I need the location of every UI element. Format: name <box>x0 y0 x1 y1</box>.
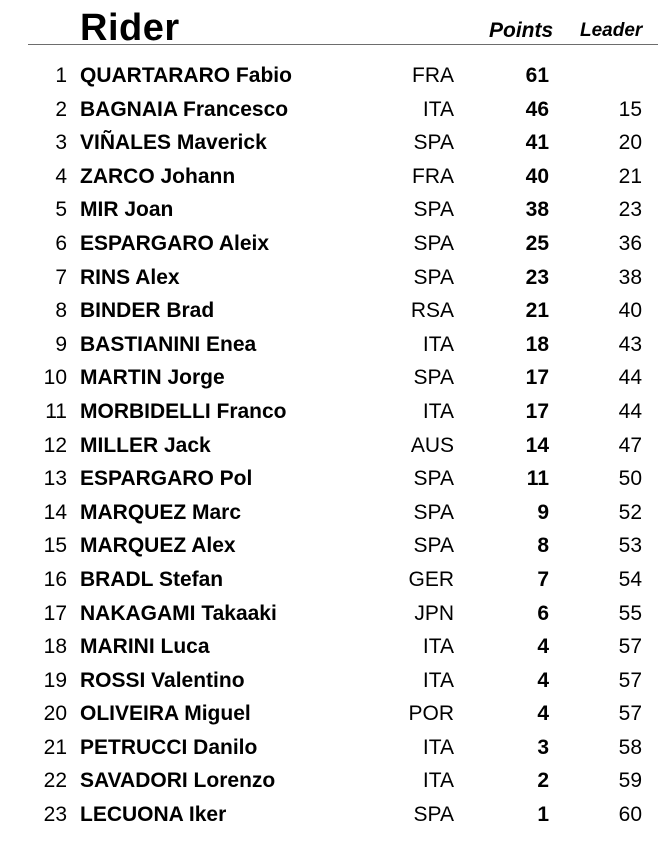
rider-name-cell: MARQUEZ Alex <box>80 534 236 558</box>
rider-name-cell: MILLER Jack <box>80 433 211 457</box>
position-cell: 11 <box>45 399 67 423</box>
leader-gap-cell: 60 <box>618 803 642 827</box>
leader-gap-cell: 54 <box>618 567 642 591</box>
position-cell: 8 <box>55 299 67 323</box>
position-cell: 3 <box>55 131 67 155</box>
leader-gap-cell: 57 <box>618 668 642 692</box>
position-cell: 19 <box>43 668 67 692</box>
position-cell: 4 <box>55 164 67 188</box>
standings-row <box>0 798 660 832</box>
standings-row <box>0 429 660 463</box>
position-cell: 6 <box>55 231 67 255</box>
standings-row <box>0 731 660 765</box>
nation-cell: ITA <box>422 735 454 759</box>
rider-name-cell: SAVADORI Lorenzo <box>80 769 276 793</box>
rider-name-cell: BAGNAIA Francesco <box>80 97 289 121</box>
nation-cell: SPA <box>413 366 454 390</box>
rider-name-cell: PETRUCCI Danilo <box>80 735 258 759</box>
position-cell: 7 <box>55 265 67 289</box>
standings-row <box>0 59 660 93</box>
points-cell: 11 <box>526 467 549 491</box>
nation-cell: SPA <box>413 467 454 491</box>
leader-gap-column-header: Leader <box>580 20 643 41</box>
points-cell: 4 <box>537 668 549 692</box>
standings-row <box>0 764 660 798</box>
leader-gap-cell: 47 <box>618 433 642 457</box>
position-cell: 16 <box>43 567 67 591</box>
points-cell: 17 <box>525 399 549 423</box>
points-cell: 23 <box>525 265 549 289</box>
rider-name-cell: OLIVEIRA Miguel <box>80 702 251 726</box>
rider-name-cell: VIÑALES Maverick <box>80 131 267 155</box>
rider-name-cell: ESPARGARO Aleix <box>80 231 270 255</box>
nation-cell: JPN <box>414 601 454 625</box>
standings-row <box>0 126 660 160</box>
points-cell: 9 <box>537 500 549 524</box>
position-cell: 23 <box>43 803 67 827</box>
standings-table <box>0 59 660 832</box>
points-cell: 21 <box>525 299 549 323</box>
nation-cell: SPA <box>413 231 454 255</box>
rider-name-cell: MORBIDELLI Franco <box>80 399 287 423</box>
points-cell: 61 <box>525 64 549 87</box>
points-cell: 1 <box>537 803 549 827</box>
standings-row <box>0 563 660 597</box>
position-cell: 22 <box>43 769 67 793</box>
nation-cell: SPA <box>413 534 454 558</box>
position-cell: 20 <box>43 702 67 726</box>
standings-row <box>0 597 660 631</box>
rider-name-cell: MARQUEZ Marc <box>80 500 242 524</box>
standings-row <box>0 395 660 429</box>
points-cell: 17 <box>525 366 549 390</box>
points-cell: 4 <box>537 702 549 726</box>
nation-cell: SPA <box>413 131 454 155</box>
standings-row <box>0 193 660 227</box>
position-cell: 14 <box>43 500 67 524</box>
nation-cell: ITA <box>422 635 454 659</box>
leader-gap-cell: 44 <box>618 399 642 423</box>
rider-name-cell: ESPARGARO Pol <box>80 467 253 491</box>
position-cell: 17 <box>43 601 67 625</box>
points-cell: 41 <box>525 131 549 155</box>
nation-cell: POR <box>408 702 454 726</box>
nation-cell: AUS <box>410 433 454 457</box>
leader-gap-cell: 43 <box>618 332 642 356</box>
nation-cell: GER <box>408 567 454 591</box>
standings-row <box>0 328 660 362</box>
points-cell: 4 <box>537 635 549 659</box>
leader-gap-cell: 59 <box>618 769 642 793</box>
nation-cell: SPA <box>413 803 454 827</box>
position-cell: 15 <box>43 534 67 558</box>
rider-name-cell: RINS Alex <box>80 265 180 289</box>
leader-gap-cell: 40 <box>618 299 642 323</box>
position-cell: 21 <box>43 735 67 759</box>
leader-gap-cell: 21 <box>618 164 642 188</box>
standings-row <box>0 294 660 328</box>
rider-name-cell: ROSSI Valentino <box>80 668 245 692</box>
standings-row <box>0 160 660 194</box>
nation-cell: FRA <box>412 164 454 188</box>
leader-gap-cell: 23 <box>618 198 642 222</box>
leader-gap-cell: 55 <box>618 601 642 625</box>
rider-name-cell: MIR Joan <box>80 198 174 222</box>
standings-row <box>0 664 660 698</box>
nation-cell: SPA <box>413 500 454 524</box>
position-cell: 18 <box>43 635 67 659</box>
points-cell: 8 <box>537 534 549 558</box>
position-cell: 12 <box>43 433 67 457</box>
rider-name-cell: NAKAGAMI Takaaki <box>80 601 277 625</box>
rider-name-cell: ZARCO Johann <box>80 164 236 188</box>
standings-row <box>0 630 660 664</box>
position-cell: 2 <box>55 97 67 121</box>
points-cell: 46 <box>525 97 549 121</box>
standings-row <box>0 462 660 496</box>
leader-gap-cell: 58 <box>618 735 642 759</box>
rider-name-cell: MARINI Luca <box>80 635 210 659</box>
leader-gap-cell: 57 <box>618 635 642 659</box>
points-cell: 25 <box>525 231 549 255</box>
position-cell: 1 <box>55 64 67 87</box>
position-cell: 5 <box>55 198 67 222</box>
rider-name-cell: MARTIN Jorge <box>80 366 225 390</box>
points-column-header: Points <box>489 19 554 42</box>
rider-name-cell: BINDER Brad <box>80 299 215 323</box>
nation-cell: ITA <box>422 97 454 121</box>
points-cell: 6 <box>537 601 549 625</box>
standings-row <box>0 361 660 395</box>
standings-row <box>0 227 660 261</box>
position-cell: 10 <box>43 366 67 390</box>
points-cell: 38 <box>525 198 549 222</box>
leader-gap-cell: 52 <box>618 500 642 524</box>
position-cell: 13 <box>43 467 67 491</box>
leader-gap-cell: 36 <box>618 231 642 255</box>
rider-column-header: Rider <box>80 7 180 49</box>
rider-name-cell: QUARTARARO Fabio <box>80 64 292 87</box>
points-cell: 14 <box>525 433 549 457</box>
nation-cell: ITA <box>422 332 454 356</box>
points-cell: 18 <box>525 332 549 356</box>
nation-cell: ITA <box>422 399 454 423</box>
nation-cell: ITA <box>422 769 454 793</box>
standings-row <box>0 93 660 127</box>
standings-row <box>0 496 660 530</box>
points-cell: 40 <box>525 164 549 188</box>
nation-cell: ITA <box>422 668 454 692</box>
rider-name-cell: BRADL Stefan <box>80 567 224 591</box>
standings-row <box>0 697 660 731</box>
leader-gap-cell: 50 <box>618 467 642 491</box>
standings-row <box>0 529 660 563</box>
leader-gap-cell: 20 <box>618 131 642 155</box>
rider-name-cell: LECUONA Iker <box>80 803 227 827</box>
leader-gap-cell: 44 <box>618 366 642 390</box>
points-cell: 7 <box>537 567 549 591</box>
rider-name-cell: BASTIANINI Enea <box>80 332 257 356</box>
leader-gap-cell: 57 <box>618 702 642 726</box>
nation-cell: RSA <box>410 299 454 323</box>
points-cell: 3 <box>537 735 549 759</box>
nation-cell: SPA <box>413 265 454 289</box>
position-cell: 9 <box>55 332 67 356</box>
leader-gap-cell: 53 <box>618 534 642 558</box>
points-cell: 2 <box>537 769 549 793</box>
nation-cell: FRA <box>412 64 454 87</box>
leader-gap-cell: 15 <box>618 97 642 121</box>
nation-cell: SPA <box>413 198 454 222</box>
standings-row <box>0 261 660 295</box>
header-divider <box>28 44 658 45</box>
leader-gap-cell: 38 <box>618 265 642 289</box>
